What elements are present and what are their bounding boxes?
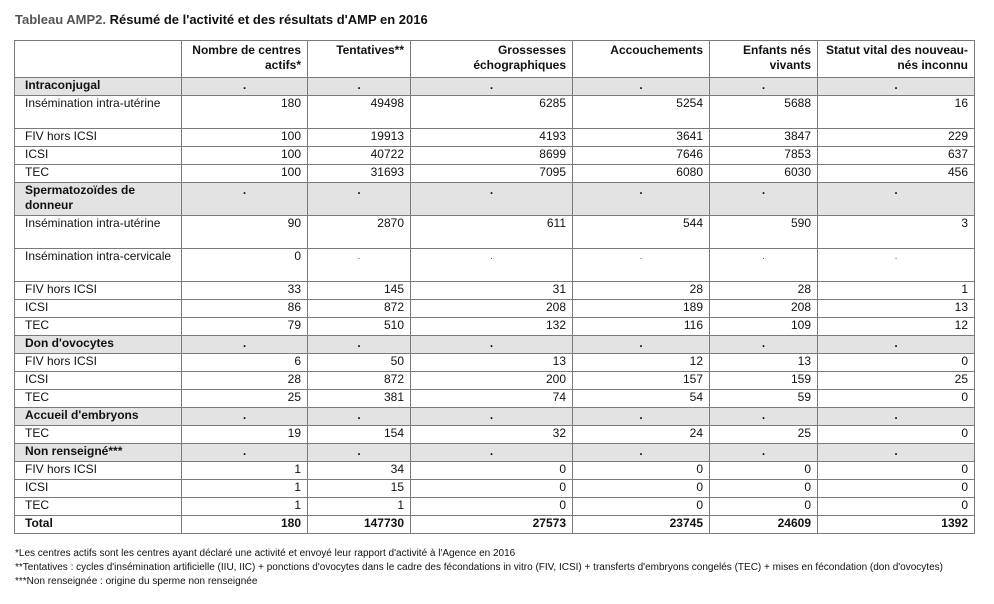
table-row <box>15 462 975 480</box>
table-cell: 74 <box>411 390 573 408</box>
table-row <box>15 390 975 408</box>
table-cell: 16 <box>818 96 975 129</box>
table-cell: . <box>411 183 573 216</box>
table-cell: . <box>308 249 411 282</box>
table-cell: 12 <box>573 354 710 372</box>
table-row <box>15 216 975 249</box>
table-cell: 6030 <box>710 165 818 183</box>
section-row <box>15 336 975 354</box>
table-cell: 208 <box>710 300 818 318</box>
table-row <box>15 480 975 498</box>
table-cell: 157 <box>573 372 710 390</box>
table-cell: 0 <box>710 480 818 498</box>
table-cell: 0 <box>573 480 710 498</box>
table-cell: 0 <box>182 249 308 282</box>
table-cell: . <box>411 249 573 282</box>
table-cell: 0 <box>411 498 573 516</box>
header-cell-tentatives: Tentatives** <box>308 41 411 78</box>
row-label: FIV hors ICSI <box>15 282 182 300</box>
table-cell: . <box>182 336 308 354</box>
table-row <box>15 354 975 372</box>
header-row <box>15 41 975 78</box>
table-cell: . <box>818 336 975 354</box>
table-cell: . <box>818 183 975 216</box>
table-cell: 0 <box>818 480 975 498</box>
table-cell: 189 <box>573 300 710 318</box>
row-label: FIV hors ICSI <box>15 354 182 372</box>
table-cell: 0 <box>818 390 975 408</box>
table-cell: . <box>573 249 710 282</box>
table-cell: . <box>308 336 411 354</box>
table-cell: . <box>818 444 975 462</box>
table-cell: 13 <box>710 354 818 372</box>
section-row <box>15 78 975 96</box>
table-cell: 34 <box>308 462 411 480</box>
table-cell: 0 <box>411 480 573 498</box>
table-cell: 0 <box>573 462 710 480</box>
table-cell: 86 <box>182 300 308 318</box>
table-cell: . <box>308 444 411 462</box>
table-cell: 59 <box>710 390 818 408</box>
table-title <box>15 12 428 27</box>
table-cell: . <box>411 336 573 354</box>
table-cell: 2870 <box>308 216 411 249</box>
table-cell: 7646 <box>573 147 710 165</box>
table-cell: 200 <box>411 372 573 390</box>
table-cell: 40722 <box>308 147 411 165</box>
table-cell: 132 <box>411 318 573 336</box>
table-cell: 100 <box>182 165 308 183</box>
table-cell: . <box>710 183 818 216</box>
table-cell: 3 <box>818 216 975 249</box>
table-row <box>15 249 975 282</box>
table-row <box>15 96 975 129</box>
row-label: ICSI <box>15 300 182 318</box>
table-cell: 15 <box>308 480 411 498</box>
table-cell: 1 <box>182 480 308 498</box>
row-label: ICSI <box>15 147 182 165</box>
table-cell: . <box>710 78 818 96</box>
section-label: Spermatozoïdes de donneur <box>15 183 182 216</box>
table-row <box>15 300 975 318</box>
header-cell-enfants: Enfants nés vivants <box>710 41 818 78</box>
table-cell: 27573 <box>411 516 573 534</box>
section-label: Non renseigné*** <box>15 444 182 462</box>
table-row <box>15 282 975 300</box>
table-cell: . <box>308 183 411 216</box>
section-label: Intraconjugal <box>15 78 182 96</box>
table-row <box>15 426 975 444</box>
table-cell: 32 <box>411 426 573 444</box>
table-cell: . <box>573 444 710 462</box>
row-label: Insémination intra-utérine <box>15 216 182 249</box>
table-cell: 154 <box>308 426 411 444</box>
table-cell: 159 <box>710 372 818 390</box>
footnote-non-renseignee: ***Non renseignée : origine du sperme non renseignée <box>15 576 258 587</box>
table-body <box>15 78 975 534</box>
table-cell: 24 <box>573 426 710 444</box>
table-cell: 590 <box>710 216 818 249</box>
table-cell: 28 <box>573 282 710 300</box>
table-cell: 79 <box>182 318 308 336</box>
table-cell: 31693 <box>308 165 411 183</box>
footnote-tentatives: **Tentatives : cycles d'insémination artificielle (IIU, IIC) + ponctions d'ovocytes dans le cadre des fécondations in vitro (FIV, ICSI) + transferts d'embryons congelés (TEC) + mises en fécondation (don d'ovocytes) <box>15 562 943 573</box>
table-row <box>15 498 975 516</box>
table-cell: 13 <box>818 300 975 318</box>
table-cell: 3641 <box>573 129 710 147</box>
table-cell: . <box>710 444 818 462</box>
row-label: ICSI <box>15 372 182 390</box>
table-cell: 180 <box>182 96 308 129</box>
table-cell: 208 <box>411 300 573 318</box>
section-label: Accueil d'embryons <box>15 408 182 426</box>
table-cell: 8699 <box>411 147 573 165</box>
row-label: FIV hors ICSI <box>15 462 182 480</box>
table-title-main: Résumé de l'activité et des résultats d'AMP en 2016 <box>109 12 428 27</box>
table-cell: . <box>818 78 975 96</box>
table-title-prefix: Tableau AMP2. <box>15 12 107 27</box>
table-cell: 0 <box>411 462 573 480</box>
table-cell: . <box>182 78 308 96</box>
row-label: FIV hors ICSI <box>15 129 182 147</box>
table-cell: 31 <box>411 282 573 300</box>
table-cell: . <box>710 336 818 354</box>
table-cell: . <box>573 336 710 354</box>
header-cell-accouchements: Accouchements <box>573 41 710 78</box>
row-label: ICSI <box>15 480 182 498</box>
row-label: TEC <box>15 498 182 516</box>
table-cell: 28 <box>710 282 818 300</box>
table-cell: . <box>573 408 710 426</box>
table-cell: 510 <box>308 318 411 336</box>
table-cell: 544 <box>573 216 710 249</box>
table-cell: 19 <box>182 426 308 444</box>
table-cell: 49498 <box>308 96 411 129</box>
table-cell: 12 <box>818 318 975 336</box>
table-cell: 0 <box>710 462 818 480</box>
table-cell: 33 <box>182 282 308 300</box>
table-cell: . <box>818 249 975 282</box>
section-label: Don d'ovocytes <box>15 336 182 354</box>
table-cell: 637 <box>818 147 975 165</box>
row-label: TEC <box>15 390 182 408</box>
header-cell-grossesses: Grossesses échographiques <box>411 41 573 78</box>
table-cell: 100 <box>182 147 308 165</box>
table-cell: 229 <box>818 129 975 147</box>
table-cell: . <box>411 78 573 96</box>
table-cell: 6285 <box>411 96 573 129</box>
row-label: TEC <box>15 318 182 336</box>
table-cell: 0 <box>573 498 710 516</box>
table-cell: 109 <box>710 318 818 336</box>
table-cell: 3847 <box>710 129 818 147</box>
row-label: Total <box>15 516 182 534</box>
table-cell: 0 <box>818 462 975 480</box>
table-cell: . <box>411 444 573 462</box>
table-cell: . <box>818 408 975 426</box>
table-cell: 116 <box>573 318 710 336</box>
table-cell: 1 <box>182 498 308 516</box>
table-cell: 6 <box>182 354 308 372</box>
table-cell: 6080 <box>573 165 710 183</box>
table-cell: 90 <box>182 216 308 249</box>
section-row <box>15 408 975 426</box>
table-cell: 7095 <box>411 165 573 183</box>
table-row <box>15 372 975 390</box>
table-cell: 13 <box>411 354 573 372</box>
section-row <box>15 444 975 462</box>
amp-results-table <box>14 40 975 534</box>
table-cell: 872 <box>308 300 411 318</box>
table-cell: 0 <box>818 426 975 444</box>
table-cell: 1392 <box>818 516 975 534</box>
table-cell: . <box>308 78 411 96</box>
section-row <box>15 183 975 216</box>
table-cell: 25 <box>182 390 308 408</box>
table-cell: . <box>573 78 710 96</box>
table-cell: 872 <box>308 372 411 390</box>
total-row <box>15 516 975 534</box>
table-cell: . <box>308 408 411 426</box>
table-cell: 24609 <box>710 516 818 534</box>
header-cell-empty <box>15 41 182 78</box>
table-cell: 54 <box>573 390 710 408</box>
table-cell: 4193 <box>411 129 573 147</box>
table-cell: 23745 <box>573 516 710 534</box>
table-cell: 1 <box>182 462 308 480</box>
table-cell: 1 <box>818 282 975 300</box>
table-cell: 5688 <box>710 96 818 129</box>
row-label: TEC <box>15 426 182 444</box>
footnote-centres: *Les centres actifs sont les centres ayant déclaré une activité et envoyé leur rapport d'activité à l'Agence en 2016 <box>15 548 516 559</box>
header-cell-statut: Statut vital des nouveau-nés inconnu <box>818 41 975 78</box>
table-cell: . <box>182 183 308 216</box>
table-row <box>15 147 975 165</box>
header-cell-centres: Nombre de centres actifs* <box>182 41 308 78</box>
table-row <box>15 165 975 183</box>
table-cell: . <box>182 408 308 426</box>
table-cell: 19913 <box>308 129 411 147</box>
table-cell: 147730 <box>308 516 411 534</box>
table-cell: 7853 <box>710 147 818 165</box>
table-cell: 28 <box>182 372 308 390</box>
table-cell: 100 <box>182 129 308 147</box>
table-cell: . <box>710 408 818 426</box>
row-label: Insémination intra-utérine <box>15 96 182 129</box>
footnotes <box>15 547 975 589</box>
table-cell: 0 <box>818 498 975 516</box>
table-cell: 25 <box>710 426 818 444</box>
row-label: TEC <box>15 165 182 183</box>
table-cell: 50 <box>308 354 411 372</box>
table-row <box>15 129 975 147</box>
table-cell: . <box>182 444 308 462</box>
table-cell: 0 <box>710 498 818 516</box>
table-row <box>15 318 975 336</box>
table-cell: . <box>411 408 573 426</box>
table-cell: 25 <box>818 372 975 390</box>
table-cell: 5254 <box>573 96 710 129</box>
table-cell: . <box>710 249 818 282</box>
table-cell: 611 <box>411 216 573 249</box>
table-cell: . <box>573 183 710 216</box>
table-cell: 0 <box>818 354 975 372</box>
table-cell: 145 <box>308 282 411 300</box>
table-cell: 1 <box>308 498 411 516</box>
row-label: Insémination intra-cervicale <box>15 249 182 282</box>
table-cell: 180 <box>182 516 308 534</box>
table-cell: 381 <box>308 390 411 408</box>
table-cell: 456 <box>818 165 975 183</box>
